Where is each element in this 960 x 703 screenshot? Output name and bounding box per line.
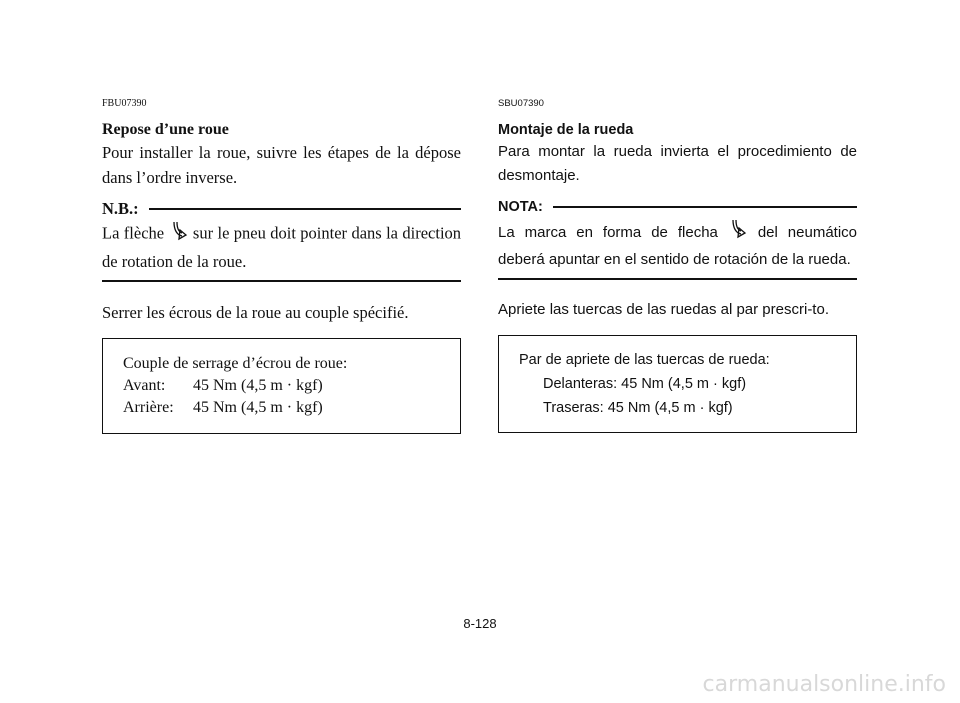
instruction-text: Apriete las tuercas de las ruedas al par prescri-to. xyxy=(498,301,829,318)
spec-title: Par de apriete de las tuercas de rueda: xyxy=(519,352,770,368)
torque-spec-box xyxy=(102,338,461,434)
section-code: SBU07390 xyxy=(498,98,544,109)
spec-front-label: Avant: xyxy=(123,377,166,394)
note-text-before: La marca en forma de flecha xyxy=(498,223,718,241)
torque-spec-box xyxy=(498,335,857,433)
instruction-text: Serrer les écrous de la roue au couple spécifié. xyxy=(102,303,409,322)
note-header xyxy=(102,198,461,220)
curved-arrow-icon xyxy=(728,218,748,248)
spec-title: Couple de serrage d’écrou de roue: xyxy=(123,355,348,372)
section-title: Repose d’une roue xyxy=(102,121,229,138)
spec-front: Delanteras: 45 Nm (4,5 m · kgf) xyxy=(543,376,747,392)
note-header xyxy=(498,196,857,218)
french-column xyxy=(102,98,461,434)
note-end-rule xyxy=(498,278,857,280)
curved-arrow-icon xyxy=(169,220,189,249)
intro-paragraph: Pour installer la roue, suivre les étapes de la dépose dans l’ordre inverse. xyxy=(102,143,461,187)
note-rule xyxy=(149,208,461,210)
note-text xyxy=(498,218,857,272)
note-end-rule xyxy=(102,280,461,282)
watermark: carmanualsonline.info xyxy=(702,672,946,697)
note-label: N.B.: xyxy=(102,199,139,218)
note-rule xyxy=(553,206,857,208)
note-text xyxy=(102,220,461,274)
intro-paragraph: Para montar la rueda invierta el procedimiento de desmontaje. xyxy=(498,143,857,184)
spanish-column xyxy=(498,98,857,433)
section-code: FBU07390 xyxy=(102,98,147,109)
note-text-before: La flèche xyxy=(102,223,165,243)
page-number: 8-128 xyxy=(463,616,497,631)
note-text-after: sur le pneu doit pointer dans la direction de rotation de la roue. xyxy=(102,223,462,271)
section-title: Montaje de la rueda xyxy=(498,122,634,138)
spec-rear xyxy=(123,397,460,419)
spec-rear-value: 45 Nm (4,5 m · kgf) xyxy=(193,399,323,416)
spec-front xyxy=(123,375,460,397)
spec-front-value: 45 Nm (4,5 m · kgf) xyxy=(193,377,323,394)
note-text-after: del neumático deberá apuntar en el sentido de rotación de la rueda. xyxy=(498,223,858,268)
spec-rear: Traseras: 45 Nm (4,5 m · kgf) xyxy=(543,400,733,416)
spec-rear-label: Arrière: xyxy=(123,399,174,416)
note-label: NOTA: xyxy=(498,199,543,215)
